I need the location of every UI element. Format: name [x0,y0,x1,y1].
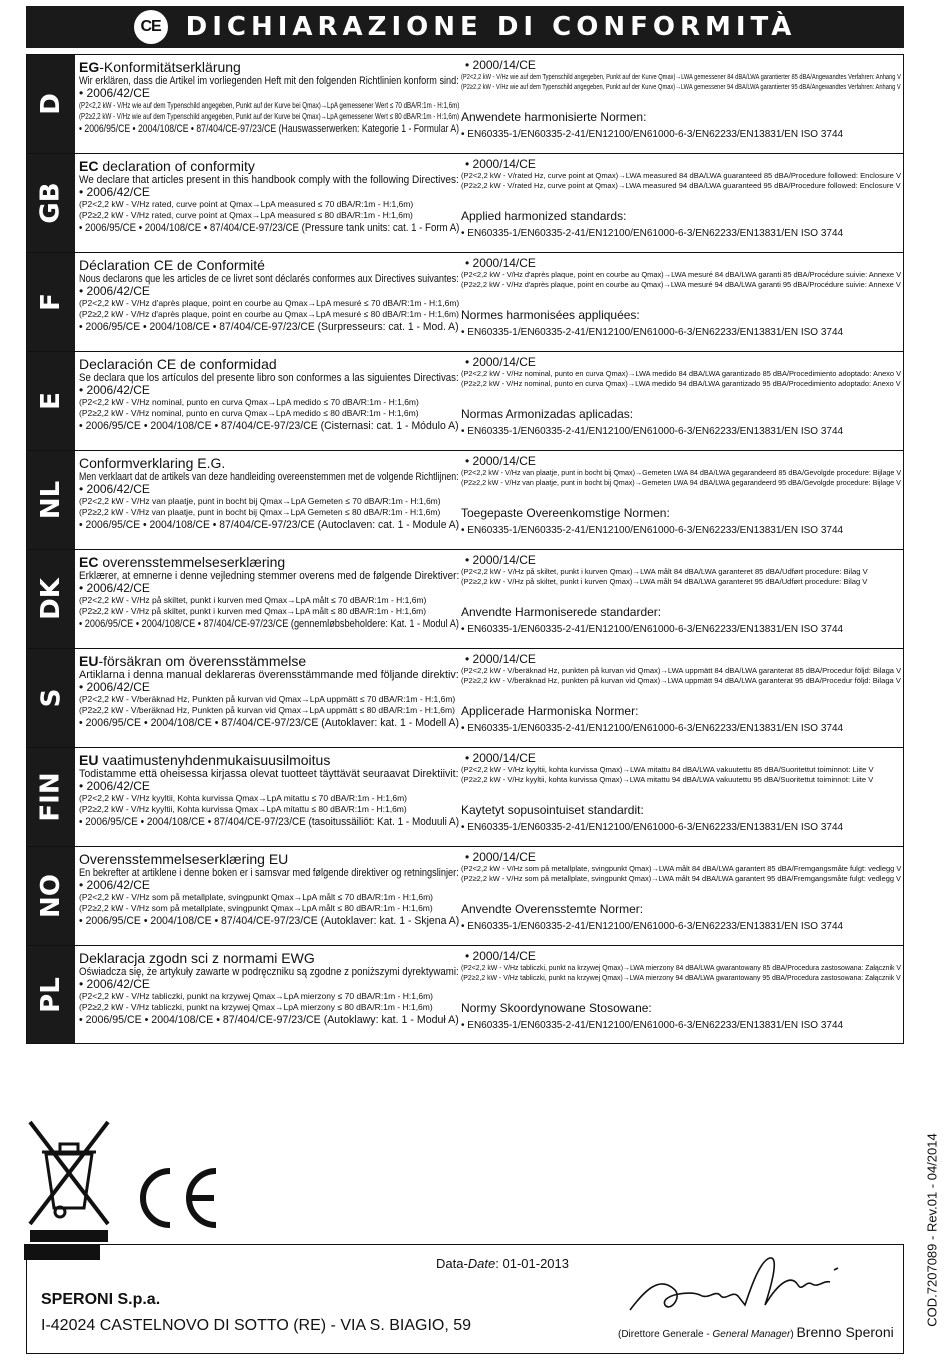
page-title: DICHIARAZIONE DI CONFORMITÀ [185,12,797,42]
noise-note-high: (P2≥2,2 kW - V/Hz d'après plaque, point en courbe au Qmax→LpA mesuré ≤ 80 dBA/R:1m - H:1,6m) [79,309,459,319]
standards-label: Applicerade Harmoniska Normer: [461,704,639,718]
footer-accent-bar [24,1244,100,1260]
language-code: S [35,688,66,708]
declaration-left [79,950,459,1027]
declaration-intro: We declare that articles present in this handbook comply with the following Directives: [79,174,459,186]
noise-note-low: (P2<2,2 kW - V/Hz van plaatje, punt in bocht bij Qmax→LpA Gemeten ≤ 70 dBA/R:1m - H:1,6m) [79,496,441,506]
noise-note-high: (P2≥2,2 kW - V/Hz tabliczki, punkt na krzywej Qmax→LpA mierzony ≤ 80 dBA/R:1m - H:1,6m) [79,1002,433,1012]
sound-power-low: (P2<2,2 kW - V/Hz van plaatje, punt in bocht bij Qmax)→Gemeten LWA 84 dBA/LWA gegarandeerd 85 dBA/Gevolgde procedure: Bijlage V [461,468,902,477]
standards-list: • EN60335-1/EN60335-2-41/EN12100/EN61000-6-3/EN62233/EN13831/EN ISO 3744 [461,327,844,338]
company-name: SPERONI S.p.a. [41,1291,161,1308]
noise-note-high: (P2≥2,2 kW - V/beräknad Hz, Punkten på kurvan vid Qmax→LpA uppmätt ≤ 80 dBA/R:1m - H:1,6m) [79,705,455,715]
standards-list: • EN60335-1/EN60335-2-41/EN12100/EN61000-6-3/EN62233/EN13831/EN ISO 3744 [461,624,844,635]
declaration-left [79,554,459,631]
sound-power-high: (P2≥2,2 kW - V/Hz d'après plaque, point en courbe au Qmax)→LWA mesuré 94 dBA/LWA garanti 95 dBA/Procédure suivie: Annexe V [461,280,901,289]
language-section-d [26,54,904,153]
language-section-nl [26,450,904,549]
standards-list: • EN60335-1/EN60335-2-41/EN12100/EN61000-6-3/EN62233/EN13831/EN ISO 3744 [461,921,844,932]
declaration-date: Data-Date: 01-01-2013 [436,1256,569,1271]
signer-name: Brenno Speroni [796,1324,894,1340]
declaration-title: Overensstemmelseserklæring EU [79,851,289,867]
sound-power-low: (P2<2,2 kW - V/beräknad Hz, punkten på kurvan vid Qmax)→LWA uppmätt 84 dBA/LWA garanterat 85 dBA/Procedur följd: Bilaga V [461,666,902,675]
sound-power-low: (P2<2,2 kW - V/Hz tabliczki, punkt na krzywej Qmax)→LWA mierzony 84 dBA/LWA gwarantowany 85 dBA/Procedura zastosowana: Załącznik V [461,963,902,972]
declaration-right [461,356,901,438]
noise-note-high: (P2≥2,2 kW - V/Hz kyyltii, Kohta kurvissa Qmax→LpA mitattu ≤ 80 dBA/R:1m - H:1,6m) [79,804,407,814]
company-address: I-42024 CASTELNOVO DI SOTTO (RE) - VIA S. BIAGIO, 59 [41,1317,472,1334]
language-code: GB [35,182,66,224]
standards-label: Normy Skoordynowane Stosowane: [461,1001,652,1015]
declaration-left [79,851,459,928]
directive-noise: • 2000/14/CE [465,652,536,666]
directive-list: • 2006/95/CE • 2004/108/CE • 87/404/CE-97/23/CE (Autoklaver: kat. 1 - Modell A) [79,717,459,729]
directive-noise: • 2000/14/CE [465,751,536,765]
standards-list: • EN60335-1/EN60335-2-41/EN12100/EN61000-6-3/EN62233/EN13831/EN ISO 3744 [461,822,844,833]
language-code: FIN [36,772,67,822]
declaration-title: EU-försäkran om överensstämmelse [79,653,307,669]
language-code-tab [27,154,75,252]
declaration-title: EC declaration of conformity [79,158,255,174]
ce-logo-icon: CE [134,10,168,44]
standards-label: Anvendte Harmoniserede standarder: [461,605,662,619]
language-code-tab [27,847,75,945]
language-code: E [35,392,66,410]
standards-list: • EN60335-1/EN60335-2-41/EN12100/EN61000-6-3/EN62233/EN13831/EN ISO 3744 [461,228,844,239]
directive-list: • 2006/95/CE • 2004/108/CE • 87/404/CE-97/23/CE (Autoklaver: kat. 1 - Skjena A) [79,915,460,927]
declaration-right [461,653,901,735]
noise-note-high: (P2≥2,2 kW - V/Hz på skiltet, punkt i kurven med Qmax→LpA målt ≤ 80 dBA/R:1m - H:1,6m) [79,606,427,616]
sound-power-high: (P2≥2,2 kW - V/Hz tabliczki, punkt na krzywej Qmax)→LWA mierzony 94 dBA/LWA gwarantowany 95 dBA/Procedura zastosowana: Załącznik V [461,973,901,982]
noise-note-low: (P2<2,2 kW - V/Hz wie auf dem Typenschild angegeben, Punkt auf der Kurve bei Qmax)→LpA gemessener Wert ≤ 70 dBA/R:1m - H:1,6m) [79,100,460,110]
directive-list: • 2006/95/CE • 2004/108/CE • 87/404/CE-97/23/CE (Surpresseurs: cat. 1 - Mod. A) [79,321,459,333]
declaration-intro: Todistamme että oheisessa kirjassa olevat tuotteet täyttävät seuraavat Direktiivit: [79,768,459,780]
language-code-tab [27,55,75,153]
declaration-intro: Men verklaart dat de artikels van deze handleiding overeenstemmen met de volgende Richtlijnen: [79,471,459,483]
declaration-right [461,59,901,141]
declaration-title: Déclaration CE de Conformité [79,257,265,273]
declaration-right [461,257,901,339]
directive-noise: • 2000/14/CE [465,58,536,72]
declaration-intro: Artiklarna i denna manual deklareras överensstämmande med följande direktiv: [79,669,459,681]
sound-power-low: (P2<2,2 kW - V/Hz på skiltet, punkt i kurven Qmax)→LWA målt 84 dBA/LWA garanteret 85 dBA/Udført procedure: Bilag V [461,567,868,576]
directive-list: • 2006/95/CE • 2004/108/CE • 87/404/CE-97/23/CE (Autoklawy: kat. 1 - Moduł A) [79,1014,459,1026]
declaration-left [79,158,459,235]
handwritten-signature [620,1250,850,1320]
ce-mark-icon [132,1165,222,1231]
language-section-pl [26,945,904,1044]
directive-noise: • 2000/14/CE [465,850,536,864]
declaration-title: EU vaatimustenyhdenmukaisuusilmoitus [79,752,331,768]
language-section-fin [26,747,904,846]
sound-power-low: (P2<2,2 kW - V/Hz kyyltii, kohta kurvissa Qmax)→LWA mitattu 84 dBA/LWA vakuutettu 85 dBA/Suoritettut toiminnot: Liite V [461,765,874,774]
declaration-intro: En bekrefter at artiklene i denne boken er i samsvar med følgende direktiver og retningslinjer: [79,867,459,879]
noise-note-high: (P2≥2,2 kW - V/Hz som på metallplate, svingpunkt Qmax→LpA målt ≤ 80 dBA/R:1m - H:1,6m) [79,903,433,913]
standards-list: • EN60335-1/EN60335-2-41/EN12100/EN61000-6-3/EN62233/EN13831/EN ISO 3744 [461,525,844,536]
declaration-left [79,356,459,433]
language-code: D [36,93,66,115]
declaration-title: Conformverklaring E.G. [79,455,226,471]
standards-list: • EN60335-1/EN60335-2-41/EN12100/EN61000-6-3/EN62233/EN13831/EN ISO 3744 [461,1020,844,1031]
directive-list: • 2006/95/CE • 2004/108/CE • 87/404/CE-97/23/CE (tasoitussäiliöt: Kat. 1 - Moduuli A) [79,816,460,828]
declaration-title: Deklaracja zgodn sci z normami EWG [79,950,315,966]
directive-machinery: • 2006/42/CE [79,680,150,694]
directive-list: • 2006/95/CE • 2004/108/CE • 87/404/CE-97/23/CE (Hauswasserwerken: Kategorie 1 - Formular A) [79,123,459,135]
declaration-right [461,752,901,834]
declaration-sections [26,54,904,1044]
standards-label: Normes harmonisées appliquées: [461,308,640,322]
noise-note-high: (P2≥2,2 kW - V/Hz wie auf dem Typenschild angegeben, Punkt auf der Kurve bei Qmax)→LpA gemessener Wert ≤ 80 dBA/R:1m - H:1,6m) [79,111,460,121]
language-code-tab [27,451,75,549]
declaration-right [461,950,901,1032]
sound-power-low: (P2<2,2 kW - V/Hz som på metallplate, svingpunkt Qmax)→LWA målt 84 dBA/LWA garantert 85 dBA/Fremgangsmåte fulgt: vedlegg V [461,864,902,873]
declaration-left [79,455,459,532]
directive-noise: • 2000/14/CE [465,157,536,171]
directive-machinery: • 2006/42/CE [79,581,150,595]
noise-note-high: (P2≥2,2 kW - V/Hz rated, curve point at Qmax→LpA measured ≤ 80 dBA/R:1m - H:1,6m) [79,210,413,220]
language-section-e [26,351,904,450]
language-code-tab [27,550,75,648]
noise-note-low: (P2<2,2 kW - V/Hz rated, curve point at Qmax→LpA measured ≤ 70 dBA/R:1m - H:1,6m) [79,199,414,209]
directive-machinery: • 2006/42/CE [79,284,150,298]
language-section-gb [26,153,904,252]
standards-label: Anvendte Overensstemte Normer: [461,902,644,916]
directive-machinery: • 2006/42/CE [79,878,150,892]
directive-machinery: • 2006/42/CE [79,977,150,991]
language-section-s [26,648,904,747]
sound-power-high: (P2≥2,2 kW - V/Hz nominal, punto en curva Qmax)→LWA medido 94 dBA/LWA garantizado 95 dBA/Procedimiento adoptado: Anexo V [461,379,901,388]
language-code-tab [27,352,75,450]
directive-machinery: • 2006/42/CE [79,86,150,100]
declaration-title: EC overensstemmelseserklæring [79,554,286,570]
language-code-tab [27,946,75,1043]
noise-note-low: (P2<2,2 kW - V/Hz på skiltet, punkt i kurven med Qmax→LpA målt ≤ 70 dBA/R:1m - H:1,6m) [79,595,427,605]
language-section-dk [26,549,904,648]
language-section-f [26,252,904,351]
directive-list: • 2006/95/CE • 2004/108/CE • 87/404/CE-97/23/CE (Pressure tank units: cat. 1 - Form A) [79,222,460,234]
declaration-left [79,257,459,334]
sound-power-high: (P2≥2,2 kW - V/beräknad Hz, punkten på kurvan vid Qmax)→LWA uppmätt 94 dBA/LWA garanterat 95 dBA/Procedur följd: Bilaga V [461,676,901,685]
declaration-title: Declaración CE de conformidad [79,356,277,372]
standards-list: • EN60335-1/EN60335-2-41/EN12100/EN61000-6-3/EN62233/EN13831/EN ISO 3744 [461,723,844,734]
standards-list: • EN60335-1/EN60335-2-41/EN12100/EN61000-6-3/EN62233/EN13831/EN ISO 3744 [461,426,844,437]
standards-label: Normas Armonizadas aplicadas: [461,407,634,421]
declaration-intro: Oświadcza się, że artykuły zawarte w podręczniku są zgodne z poniższymi dyrektywami: [79,966,459,978]
declaration-intro: Wir erklären, dass die Artikel im vorliegenden Heft mit den folgenden Richtlinien konform sind: [79,75,459,87]
declaration-right [461,851,901,933]
directive-list: • 2006/95/CE • 2004/108/CE • 87/404/CE-97/23/CE (gennemløbsbeholdere: Kat. 1 - Modul A) [79,618,459,630]
directive-machinery: • 2006/42/CE [79,482,150,496]
directive-machinery: • 2006/42/CE [79,779,150,793]
standards-list: • EN60335-1/EN60335-2-41/EN12100/EN61000-6-3/EN62233/EN13831/EN ISO 3744 [461,129,844,140]
language-section-no [26,846,904,945]
sound-power-high: (P2≥2,2 kW - V/Hz van plaatje, punt in bocht bij Qmax)→Gemeten LWA 94 dBA/LWA gegarandeerd 95 dBA/Gevolgde procedure: Bijlage V [461,478,901,487]
declaration-intro: Se declara que los artículos del presente libro son conformes a las siguientes Directivas: [79,372,459,384]
language-code: NO [36,874,66,918]
directive-noise: • 2000/14/CE [465,256,536,270]
document-code: COD.7207089 - Rev.01 - 04/2014 [924,1133,940,1327]
signer-caption: (Direttore Generale - General Manager) Brenno Speroni [618,1324,894,1340]
directive-noise: • 2000/14/CE [465,355,536,369]
language-code: F [35,293,66,311]
noise-note-high: (P2≥2,2 kW - V/Hz van plaatje, punt in bocht bij Qmax→LpA Gemeten ≤ 80 dBA/R:1m - H:1,6m) [79,507,441,517]
language-code: NL [35,480,66,520]
declaration-title: EG-Konformitätserklärung [79,59,241,75]
language-code-tab [27,649,75,747]
language-code: DK [35,578,66,620]
language-code-tab [27,253,75,351]
directive-list: • 2006/95/CE • 2004/108/CE • 87/404/CE-97/23/CE (Autoclaven: cat. 1 - Module A) [79,519,460,531]
language-code: PL [36,976,66,1013]
directive-machinery: • 2006/42/CE [79,185,150,199]
declaration-intro: Nous declarons que les articles de ce livret sont déclarés conformes aux Directives suivantes: [79,273,459,285]
noise-note-high: (P2≥2,2 kW - V/Hz nominal, punto en curva Qmax→LpA medido ≤ 80 dBA/R:1m - H:1,6m) [79,408,419,418]
standards-label: Kaytetyt sopusointuiset standardit: [461,803,644,817]
noise-note-low: (P2<2,2 kW - V/Hz kyyltii, Kohta kurvissa Qmax→LpA mitattu ≤ 70 dBA/R:1m - H:1,6m) [79,793,408,803]
sound-power-high: (P2≥2,2 kW - V/Hz kyyltii, kohta kurvissa Qmax)→LWA mitattu 94 dBA/LWA vakuutettu 95 dBA/Suoritettut toiminnot: Liite V [461,775,874,784]
noise-note-low: (P2<2,2 kW - V/Hz tabliczki, punkt na krzywej Qmax→LpA mierzony ≤ 70 dBA/R:1m - H:1,6m) [79,991,433,1001]
declaration-right [461,455,901,537]
declaration-left [79,59,459,136]
weee-bin-icon [24,1112,114,1242]
standards-label: Anwendete harmonisierte Normen: [461,110,647,124]
directive-noise: • 2000/14/CE [465,949,536,963]
directive-machinery: • 2006/42/CE [79,383,150,397]
declaration-left [79,653,459,730]
sound-power-high: (P2≥2,2 kW - V/Hz som på metallplate, svingpunkt Qmax)→LWA målt 94 dBA/LWA garantert 95 dBA/Fremgangsmåte fulgt: vedlegg V [461,874,902,883]
standards-label: Applied harmonized standards: [461,209,627,223]
sound-power-high: (P2≥2,2 kW - V/rated Hz, curve point at Qmax)→LWA measured 94 dBA/LWA guaranteed 95 dBA/Procedure followed: Enclosure V [461,181,901,190]
declaration-left [79,752,459,829]
language-code-tab [27,748,75,846]
declaration-right [461,554,901,636]
noise-note-low: (P2<2,2 kW - V/beräknad Hz, Punkten på kurvan vid Qmax→LpA uppmätt ≤ 70 dBA/R:1m - H:1,6m) [79,694,456,704]
directive-noise: • 2000/14/CE [465,553,536,567]
noise-note-low: (P2<2,2 kW - V/Hz d'après plaque, point en courbe au Qmax→LpA mesuré ≤ 70 dBA/R:1m - H:1,6m) [79,298,460,308]
sound-power-high: (P2≥2,2 kW - V/Hz på skiltet, punkt i kurven Qmax)→LWA målt 94 dBA/LWA garanteret 95 dBA/Udført procedure: Bilag V [461,577,868,586]
sound-power-low: (P2<2,2 kW - V/Hz nominal, punto en curva Qmax)→LWA medido 84 dBA/LWA garantizado 85 dBA/Procedimiento adoptado: Anexo V [461,369,902,378]
page-header [26,6,904,48]
sound-power-low: (P2<2,2 kW - V/rated Hz, curve point at Qmax)→LWA measured 84 dBA/LWA guaranteed 85 dBA/Procedure followed: Enclosure V [461,171,902,180]
directive-list: • 2006/95/CE • 2004/108/CE • 87/404/CE-97/23/CE (Cisternasi: cat. 1 - Módulo A) [79,420,459,432]
declaration-intro: Erklærer, at emnerne i denne vejledning stemmer overens med de følgende Direktiver: [79,570,460,582]
sound-power-high: (P2≥2,2 kW - V/Hz wie auf dem Typenschild angegeben, Punkt auf der Kurve Qmax)→LWA gemessener 94 dBA/LWA garantierter 95 dBA/Angewandtes Verfahren: Anhang V [461,82,901,91]
noise-note-low: (P2<2,2 kW - V/Hz som på metallplate, svingpunkt Qmax→LpA målt ≤ 70 dBA/R:1m - H:1,6m) [79,892,434,902]
declaration-right [461,158,901,240]
standards-label: Toegepaste Overeenkomstige Normen: [461,506,670,520]
noise-note-low: (P2<2,2 kW - V/Hz nominal, punto en curva Qmax→LpA medido ≤ 70 dBA/R:1m - H:1,6m) [79,397,419,407]
sound-power-low: (P2<2,2 kW - V/Hz wie auf dem Typenschild angegeben, Punkt auf der Kurve Qmax)→LWA gemessener 84 dBA/LWA garantierter 85 dBA/Angewandtes Verfahren: Anhang V [461,72,901,81]
sound-power-low: (P2<2,2 kW - V/Hz d'après plaque, point en courbe au Qmax)→LWA mesuré 84 dBA/LWA garanti 85 dBA/Procédure suivie: Annexe V [461,270,902,279]
directive-noise: • 2000/14/CE [465,454,536,468]
